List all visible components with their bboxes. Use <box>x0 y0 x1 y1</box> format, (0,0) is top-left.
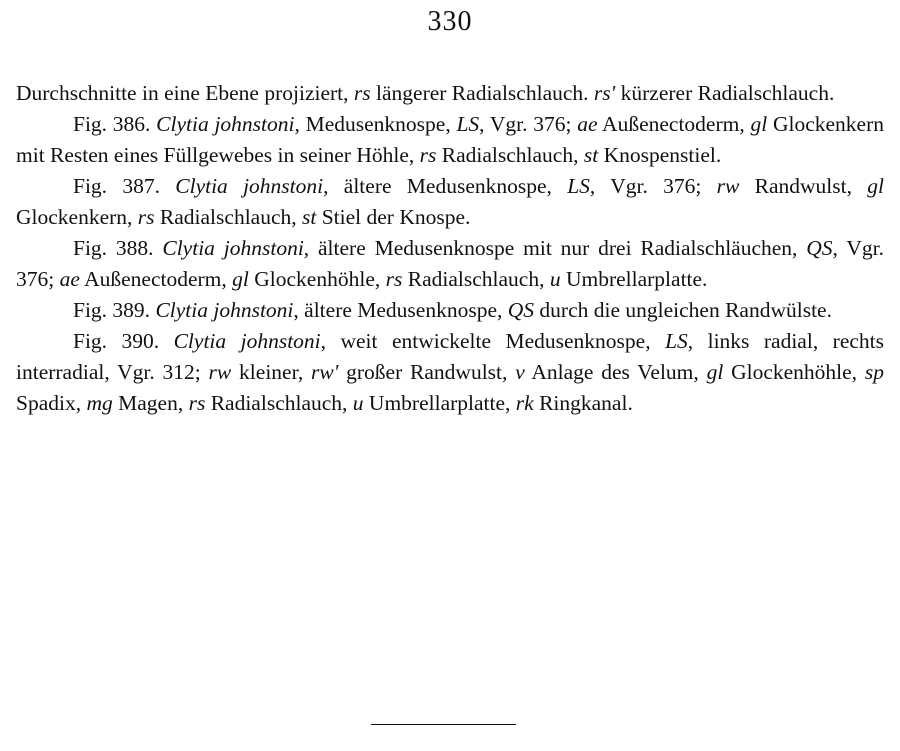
italic-term: LS <box>665 329 688 353</box>
paragraph-fig-388 <box>16 233 884 295</box>
text-run: Durchschnitte in eine Ebene projiziert, <box>16 81 354 105</box>
italic-term: rs <box>385 267 403 291</box>
text-run: Glockenhöhle, <box>723 360 865 384</box>
text-run: Umbrellarplatte, <box>363 391 516 415</box>
italic-term: LS <box>567 174 590 198</box>
text-run: Fig. 386. <box>73 112 157 136</box>
text-run: , ältere Medusenknospe, <box>323 174 568 198</box>
italic-term: Clytia johnstoni <box>156 112 295 136</box>
italic-term: rw <box>208 360 232 384</box>
text-run: Fig. 390. <box>73 329 174 353</box>
text-run: , Vgr. 376; <box>589 174 717 198</box>
italic-term: v <box>515 360 525 384</box>
text-run: , ältere Medusenknospe mit nur drei Radialschläuchen, <box>303 236 807 260</box>
paragraph-fig-386 <box>16 109 884 171</box>
italic-term: rs' <box>593 81 616 105</box>
text-run: , Vgr. 376; <box>479 112 578 136</box>
italic-term: sp <box>864 360 884 384</box>
text-run: großer Randwulst, <box>338 360 516 384</box>
text-run: Knospenstiel. <box>598 143 722 167</box>
italic-term: QS <box>507 298 535 322</box>
italic-term: rk <box>515 391 534 415</box>
text-run: Randwulst, <box>739 174 868 198</box>
text-run: kürzerer Radialschlauch. <box>615 81 835 105</box>
italic-term: rs <box>137 205 155 229</box>
text-run: Ringkanal. <box>533 391 633 415</box>
italic-term: Clytia johnstoni <box>173 329 321 353</box>
text-run: , Vgr. 376; <box>16 236 884 291</box>
text-run: Radialschlauch, <box>154 205 302 229</box>
text-run: Glockenkern mit Resten eines Füllgewebes in seiner Höhle, <box>16 112 884 167</box>
text-run: Außenectoderm, <box>597 112 751 136</box>
page-number: 330 <box>427 6 473 37</box>
end-rule-divider <box>371 724 516 725</box>
italic-term: ae <box>577 112 598 136</box>
italic-term: rs <box>419 143 437 167</box>
italic-term: LS <box>456 112 480 136</box>
italic-term: rw' <box>311 360 339 384</box>
text-run: Glockenhöhle, <box>248 267 386 291</box>
caption-text-block <box>16 78 884 419</box>
italic-term: gl <box>232 267 249 291</box>
italic-term: gl <box>750 112 768 136</box>
italic-term: ae <box>59 267 80 291</box>
text-run: Radialschlauch, <box>402 267 550 291</box>
italic-term: mg <box>86 391 113 415</box>
italic-term: gl <box>706 360 724 384</box>
text-run: , links radial, rechts interradial, Vgr. 312; <box>16 329 884 384</box>
italic-term: u <box>549 267 561 291</box>
text-run: Fig. 389. <box>73 298 156 322</box>
text-run: Anlage des Velum, <box>524 360 707 384</box>
text-run: , ältere Medusenknospe, <box>293 298 508 322</box>
text-run: Fig. 388. <box>73 236 163 260</box>
paragraph-intro <box>16 78 884 109</box>
italic-term: Clytia johnstoni <box>155 298 294 322</box>
italic-term: Clytia johnstoni <box>162 236 304 260</box>
text-run: kleiner, <box>231 360 312 384</box>
text-run: , Medusenknospe, <box>294 112 457 136</box>
text-run: Außenectoderm, <box>79 267 233 291</box>
italic-term: rs <box>353 81 371 105</box>
italic-term: u <box>352 391 364 415</box>
text-run: Radialschlauch, <box>205 391 353 415</box>
text-run: längerer Radialschlauch. <box>370 81 594 105</box>
italic-term: st <box>302 205 317 229</box>
paragraph-fig-389 <box>16 295 884 326</box>
italic-term: rw <box>716 174 740 198</box>
italic-term: Clytia johnstoni <box>175 174 324 198</box>
italic-term: rs <box>188 391 206 415</box>
text-run: Fig. 387. <box>73 174 176 198</box>
paragraph-fig-390 <box>16 326 884 419</box>
paragraph-fig-387 <box>16 171 884 233</box>
text-run: durch die ungleichen Randwülste. <box>534 298 832 322</box>
italic-term: st <box>583 143 599 167</box>
text-run: Umbrellarplatte. <box>560 267 708 291</box>
italic-term: QS <box>806 236 833 260</box>
text-run: Spadix, <box>16 391 87 415</box>
text-run: Radialschlauch, <box>436 143 584 167</box>
text-run: Magen, <box>112 391 189 415</box>
text-run: Stiel der Knospe. <box>316 205 471 229</box>
text-run: Glockenkern, <box>16 205 138 229</box>
italic-term: gl <box>867 174 884 198</box>
text-run: , weit entwickelte Medusenknospe, <box>320 329 666 353</box>
